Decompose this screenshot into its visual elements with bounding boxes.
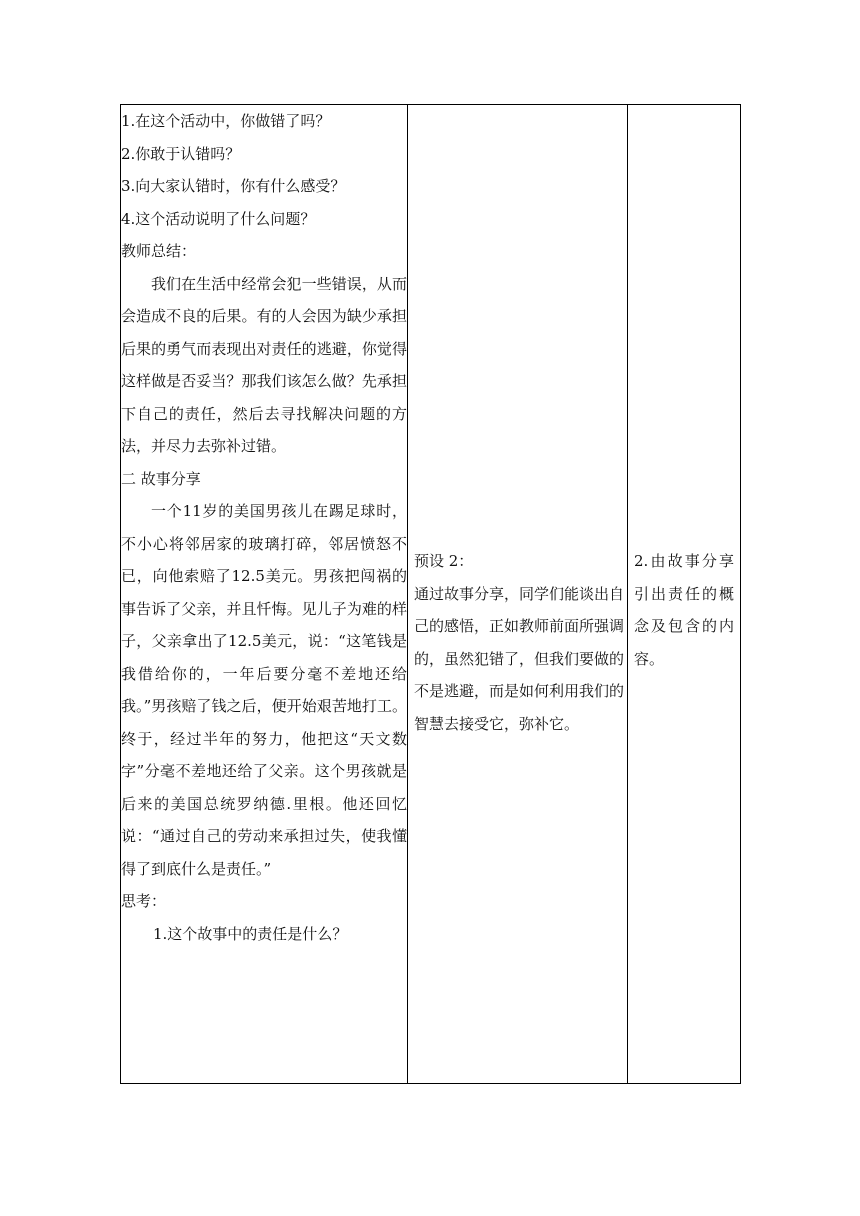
design-intent-text: 2.由故事分享引出责任的概念及包含的内容。 (634, 552, 734, 668)
question-3: 3.向大家认错时，你有什么感受？ (121, 177, 346, 195)
preset-text: 通过故事分享，同学们能谈出自己的感悟，正如教师前面所强调的，虽然犯错了，但我们要做的不是逃避，而是如何利用我们的智慧去接受它，弥补它。 (414, 584, 625, 733)
preset-label: 预设 2： (414, 552, 474, 570)
question-2: 2.你敢于认错吗？ (121, 144, 241, 163)
think-question-1: 1.这个故事中的责任是什么？ (153, 924, 348, 943)
summary-label: 教师总结： (121, 242, 197, 260)
story-paragraph: 一个11岁的美国男孩儿在踢足球时，不小心将邻居家的玻璃打碎，邻居愤怒不已，向他索赔了12.5美元。男孩把闯祸的事告诉了父亲，并且忏悔。见儿子为难的样子，父亲拿出了12.5美元，说：“这笔钱是我借给你的，一年后要分毫不差地还给我。”男孩赔了钱之后，便开始艰苦地打工。终于，经过半年的努力，他把这“天文数字”分毫不差地还给了父亲。这个男孩就是后来的美国总统罗纳德.里根。他还回忆说：“通过自己的劳动来承担过失，使我懂得了到底什么是责任。” (121, 502, 407, 878)
question-4: 4.这个活动说明了什么问题？ (121, 209, 316, 228)
teaching-process-cell (121, 105, 408, 1084)
design-intent-block (634, 545, 734, 675)
question-1: 1.在这个活动中，你做错了吗？ (121, 112, 331, 130)
think-label: 思考： (121, 892, 167, 910)
preset-block (414, 545, 624, 740)
summary-paragraph: 我们在生活中经常会犯一些错误，从而会造成不良的后果。有的人会因为缺少承担后果的勇气而表现出对责任的逃避，你觉得这样做是否妥当？那我们该怎么做？先承担下自己的责任，然后去寻找解决问题的方法，并尽力去弥补过错。 (121, 274, 407, 455)
section-heading: 二 故事分享 (121, 469, 201, 488)
